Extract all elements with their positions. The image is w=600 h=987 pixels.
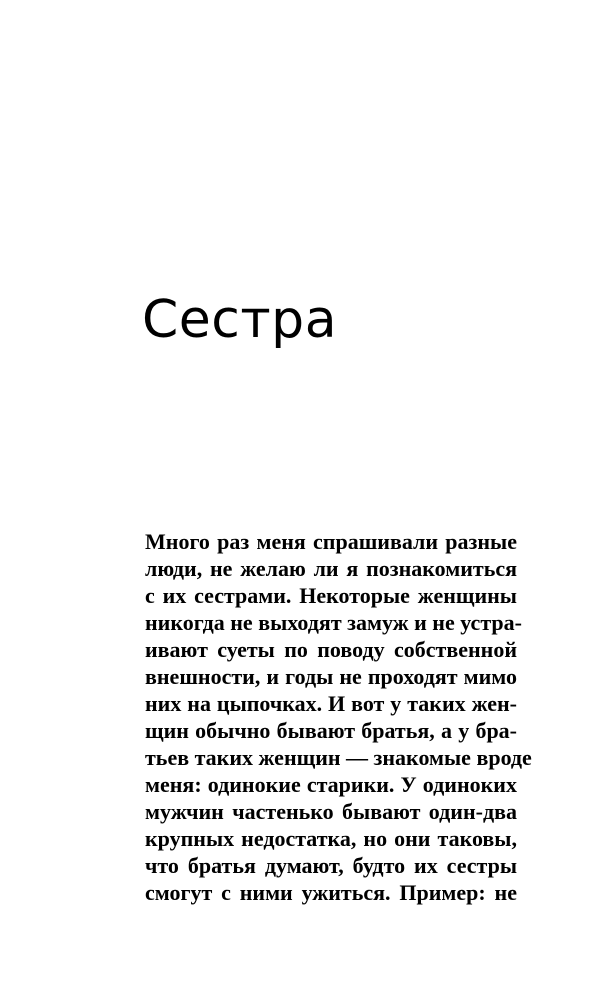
text-line: с их сестрами. Некоторые женщины	[145, 583, 517, 608]
text-line: никогда не выходят замуж и не устра-	[145, 610, 522, 635]
text-line: что братья думают, будто их сестры	[145, 853, 517, 878]
text-line: щин обычно бывают братья, а у бра-	[145, 718, 517, 743]
text-line: меня: одинокие старики. У одиноких	[145, 772, 517, 797]
text-line: внешности, и годы не проходят мимо	[145, 664, 517, 689]
text-line: них на цыпочках. И вот у таких жен-	[145, 691, 517, 716]
text-line: мужчин частенько бывают один-два	[145, 799, 517, 824]
body-paragraph	[145, 528, 532, 906]
text-line: крупных недостатка, но они таковы,	[145, 826, 517, 851]
text-line: ивают суеты по поводу собственной	[145, 637, 517, 662]
text-line: люди, не желаю ли я познакомиться	[145, 556, 517, 581]
text-line: тьев таких женщин — знакомые вроде	[145, 745, 532, 770]
text-line: смогут с ними ужиться. Пример: не	[145, 880, 517, 905]
chapter-title: Сестра	[142, 290, 338, 350]
text-line: Много раз меня спрашивали разные	[145, 529, 517, 554]
